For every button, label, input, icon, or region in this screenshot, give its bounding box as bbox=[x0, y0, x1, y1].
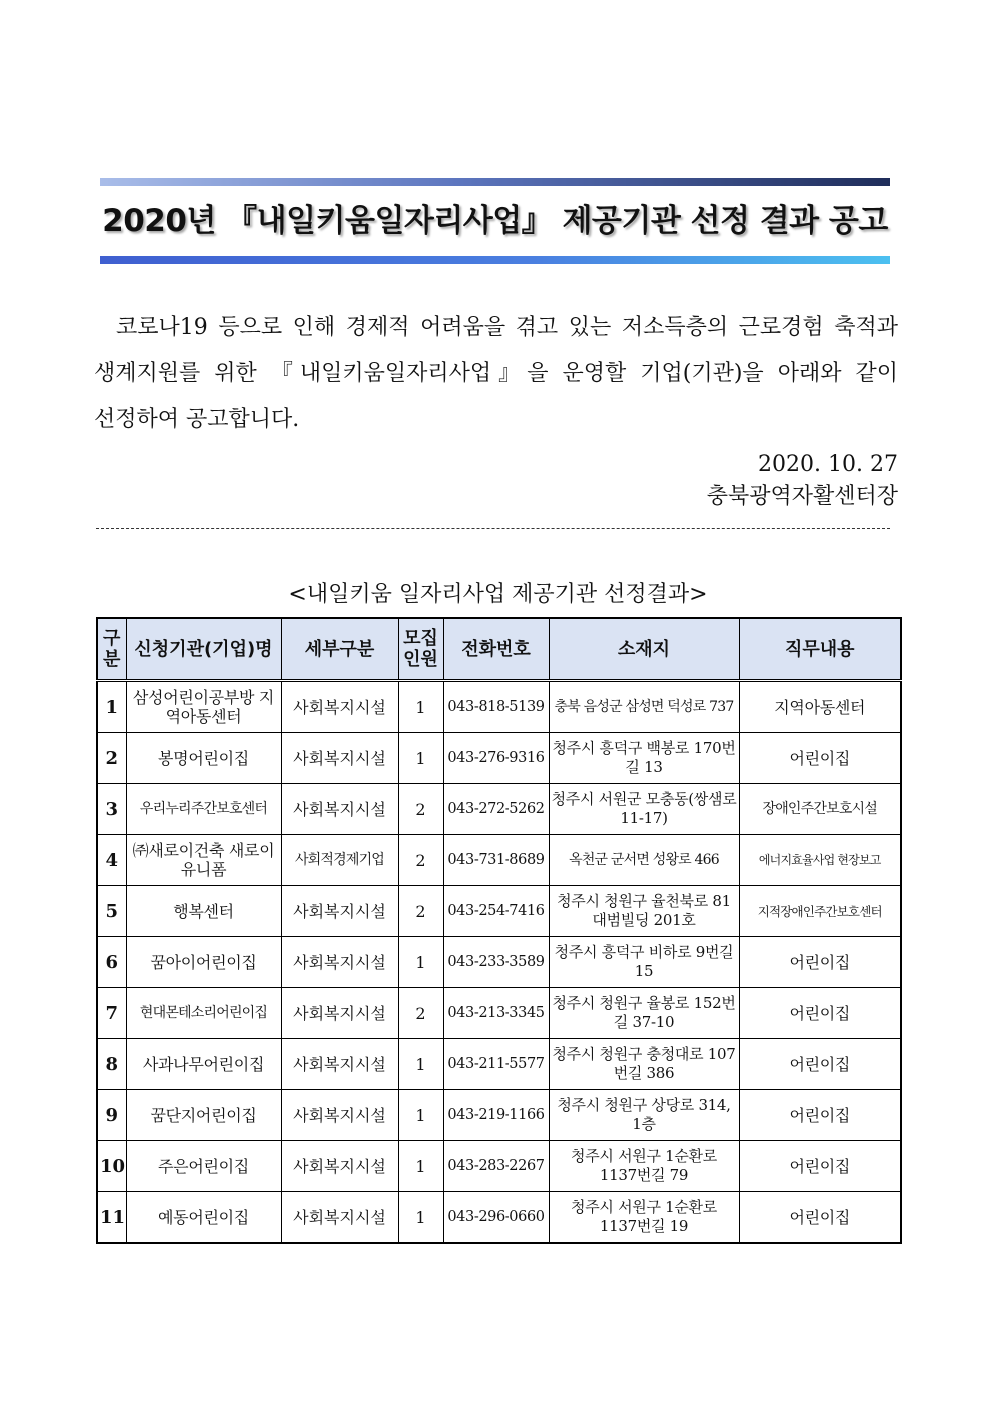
row-phone: 043-283-2267 bbox=[443, 1141, 549, 1192]
row-no: 9 bbox=[97, 1090, 126, 1141]
table-row bbox=[97, 1141, 901, 1192]
row-duty: 지역아동센터 bbox=[739, 681, 901, 733]
row-duty: 어린이집 bbox=[739, 1141, 901, 1192]
row-duty: 어린이집 bbox=[739, 988, 901, 1039]
row-no: 8 bbox=[97, 1039, 126, 1090]
row-no: 2 bbox=[97, 733, 126, 784]
row-no: 6 bbox=[97, 937, 126, 988]
row-org: 봉명어린이집 bbox=[126, 733, 281, 784]
row-location: 충북 음성군 삼성면 덕성로 737 bbox=[549, 681, 739, 733]
row-category: 사회복지시설 bbox=[281, 1090, 398, 1141]
row-location: 청주시 서원구 1순환로 1137번길 79 bbox=[549, 1141, 739, 1192]
row-count: 1 bbox=[398, 1192, 443, 1244]
header-org: 신청기관(기업)명 bbox=[126, 618, 281, 681]
row-no: 7 bbox=[97, 988, 126, 1039]
row-duty: 어린이집 bbox=[739, 1039, 901, 1090]
row-phone: 043-818-5139 bbox=[443, 681, 549, 733]
title-banner bbox=[100, 178, 890, 264]
row-category: 사회적경제기업 bbox=[281, 835, 398, 886]
row-location: 청주시 서원구 1순환로 1137번길 19 bbox=[549, 1192, 739, 1244]
header-category: 세부구분 bbox=[281, 618, 398, 681]
row-phone: 043-213-3345 bbox=[443, 988, 549, 1039]
row-location: 청주시 청원구 상당로 314, 1층 bbox=[549, 1090, 739, 1141]
intro-paragraph: 코로나19 등으로 인해 경제적 어려움을 겪고 있는 저소득층의 근로경험 축적과 생계지원를 위한 『내일키움일자리사업』을 운영할 기업(기관)을 아래와 같이 선정하여 공고합니다. bbox=[94, 315, 898, 432]
row-org: 사과나무어린이집 bbox=[126, 1039, 281, 1090]
row-phone: 043-233-3589 bbox=[443, 937, 549, 988]
header-phone: 전화번호 bbox=[443, 618, 549, 681]
row-phone: 043-296-0660 bbox=[443, 1192, 549, 1244]
row-count: 1 bbox=[398, 1090, 443, 1141]
row-category: 사회복지시설 bbox=[281, 733, 398, 784]
dashed-divider bbox=[96, 528, 890, 529]
signer: 충북광역자활센터장 bbox=[706, 484, 898, 509]
row-location: 옥천군 군서면 성왕로 466 bbox=[549, 835, 739, 886]
row-org: 행복센터 bbox=[126, 886, 281, 937]
row-phone: 043-276-9316 bbox=[443, 733, 549, 784]
row-count: 2 bbox=[398, 835, 443, 886]
header-no: 구분 bbox=[97, 618, 126, 681]
row-no: 3 bbox=[97, 784, 126, 835]
row-phone: 043-219-1166 bbox=[443, 1090, 549, 1141]
row-no: 4 bbox=[97, 835, 126, 886]
announcement-date: 2020. 10. 27 bbox=[758, 452, 898, 477]
row-count: 1 bbox=[398, 733, 443, 784]
row-org: 우리누리주간보호센터 bbox=[126, 784, 281, 835]
results-table bbox=[96, 617, 902, 1244]
row-phone: 043-272-5262 bbox=[443, 784, 549, 835]
table-row bbox=[97, 784, 901, 835]
row-org: 현대몬테소리어린이집 bbox=[126, 988, 281, 1039]
row-count: 1 bbox=[398, 937, 443, 988]
row-phone: 043-731-8689 bbox=[443, 835, 549, 886]
table-row bbox=[97, 733, 901, 784]
row-category: 사회복지시설 bbox=[281, 937, 398, 988]
row-duty: 에너지효율사업 현장보고 bbox=[739, 835, 901, 886]
row-duty: 어린이집 bbox=[739, 733, 901, 784]
table-caption: <내일키움 일자리사업 제공기관 선정결과> bbox=[288, 582, 708, 607]
row-count: 1 bbox=[398, 1039, 443, 1090]
row-org: 삼성어린이공부방 지역아동센터 bbox=[126, 681, 281, 733]
row-no: 1 bbox=[97, 681, 126, 733]
row-category: 사회복지시설 bbox=[281, 1039, 398, 1090]
row-org: 예동어린이집 bbox=[126, 1192, 281, 1244]
row-phone: 043-254-7416 bbox=[443, 886, 549, 937]
table-row bbox=[97, 1090, 901, 1141]
header-duty: 직무내용 bbox=[739, 618, 901, 681]
row-count: 1 bbox=[398, 1141, 443, 1192]
row-count: 2 bbox=[398, 988, 443, 1039]
row-location: 청주시 흥덕구 백봉로 170번길 13 bbox=[549, 733, 739, 784]
table-row bbox=[97, 988, 901, 1039]
row-org: 꿈아이어린이집 bbox=[126, 937, 281, 988]
header-location: 소재지 bbox=[549, 618, 739, 681]
title-bottom-bar bbox=[100, 256, 890, 264]
row-duty: 어린이집 bbox=[739, 937, 901, 988]
title-top-bar bbox=[100, 178, 890, 186]
table-row bbox=[97, 886, 901, 937]
row-location: 청주시 청원구 충청대로 107번길 386 bbox=[549, 1039, 739, 1090]
row-org: ㈜새로이건축 새로이유니폼 bbox=[126, 835, 281, 886]
row-count: 2 bbox=[398, 886, 443, 937]
row-category: 사회복지시설 bbox=[281, 886, 398, 937]
row-category: 사회복지시설 bbox=[281, 1141, 398, 1192]
table-row bbox=[97, 835, 901, 886]
table-row bbox=[97, 1039, 901, 1090]
table-row bbox=[97, 681, 901, 733]
row-org: 주은어린이집 bbox=[126, 1141, 281, 1192]
row-category: 사회복지시설 bbox=[281, 784, 398, 835]
row-location: 청주시 서원군 모충동(쌍샘로 11-17) bbox=[549, 784, 739, 835]
row-category: 사회복지시설 bbox=[281, 988, 398, 1039]
row-category: 사회복지시설 bbox=[281, 681, 398, 733]
row-no: 5 bbox=[97, 886, 126, 937]
row-count: 1 bbox=[398, 681, 443, 733]
row-duty: 어린이집 bbox=[739, 1192, 901, 1244]
table-header-row bbox=[97, 618, 901, 681]
row-category: 사회복지시설 bbox=[281, 1192, 398, 1244]
page-title: 2020년 『내일키움일자리사업』 제공기관 선정 결과 공고 bbox=[102, 203, 888, 239]
row-no: 10 bbox=[97, 1141, 126, 1192]
row-count: 2 bbox=[398, 784, 443, 835]
row-duty: 지적장애인주간보호센터 bbox=[739, 886, 901, 937]
header-count: 모집인원 bbox=[398, 618, 443, 681]
row-no: 11 bbox=[97, 1192, 126, 1244]
row-duty: 장애인주간보호시설 bbox=[739, 784, 901, 835]
row-phone: 043-211-5577 bbox=[443, 1039, 549, 1090]
row-duty: 어린이집 bbox=[739, 1090, 901, 1141]
row-location: 청주시 청원구 율봉로 152번길 37-10 bbox=[549, 988, 739, 1039]
table-row bbox=[97, 937, 901, 988]
table-row bbox=[97, 1192, 901, 1244]
row-location: 청주시 흥덕구 비하로 9번길 15 bbox=[549, 937, 739, 988]
row-location: 청주시 청원구 율천북로 81 대범빌딩 201호 bbox=[549, 886, 739, 937]
row-org: 꿈단지어린이집 bbox=[126, 1090, 281, 1141]
